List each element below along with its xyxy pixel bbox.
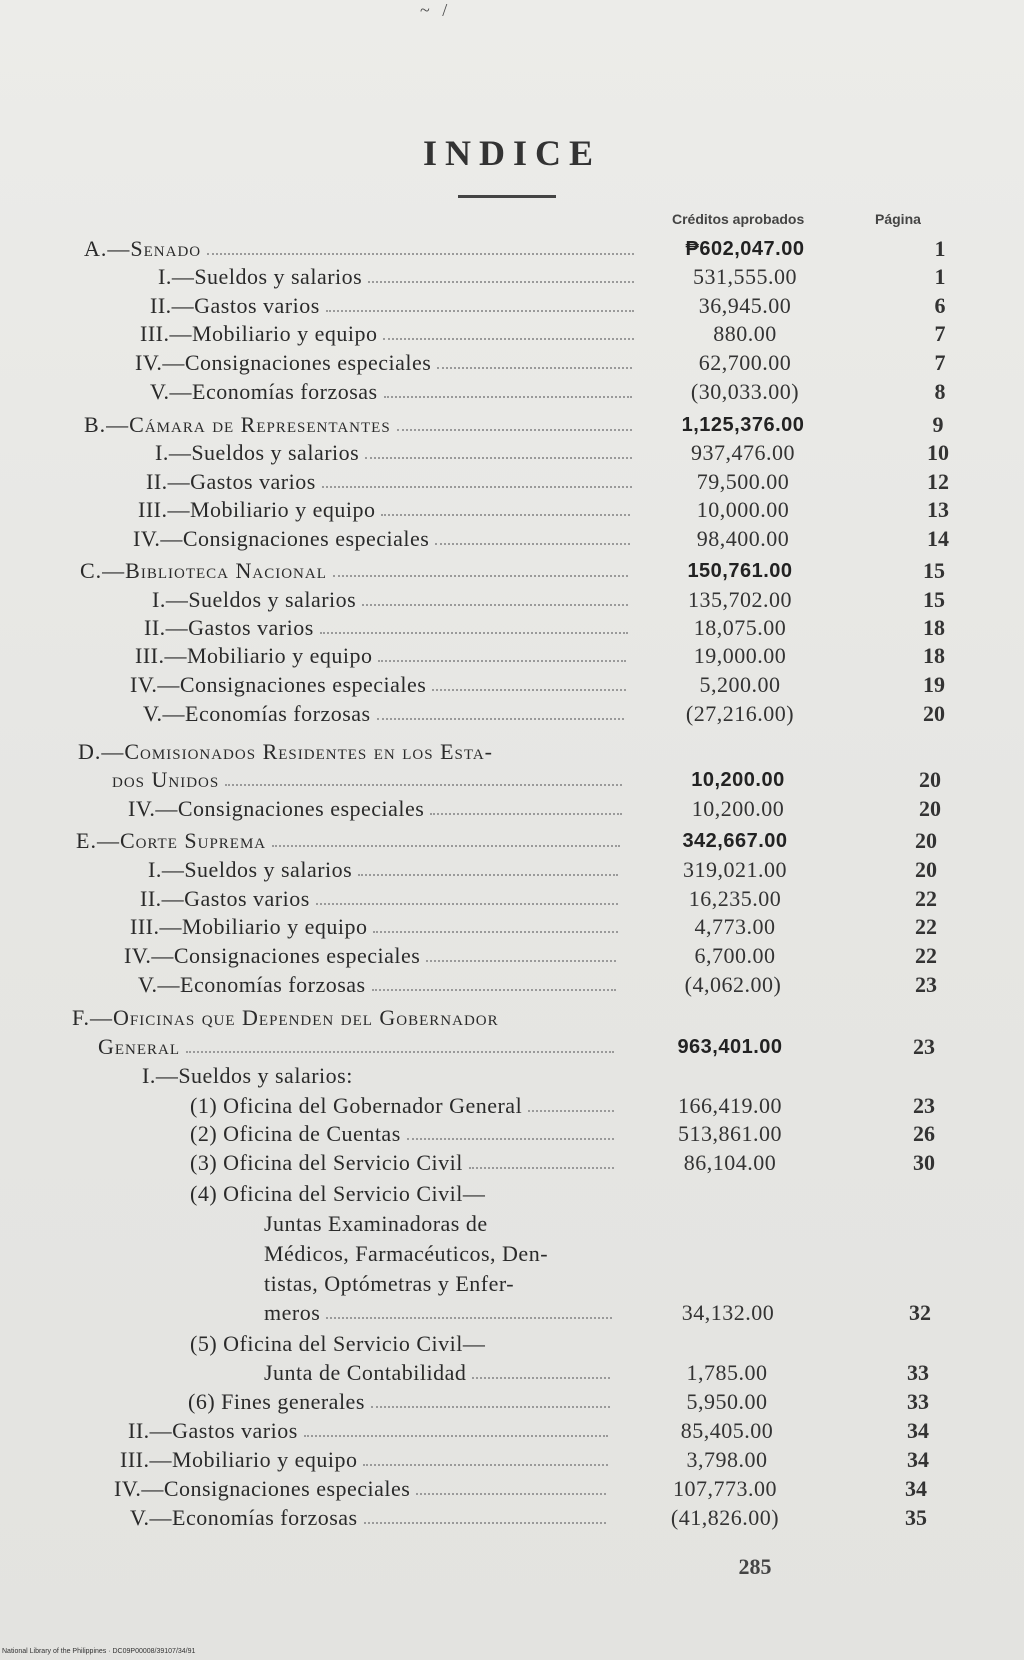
leader-dots bbox=[377, 718, 624, 720]
leader-dots bbox=[207, 253, 634, 255]
index-row bbox=[0, 1475, 1024, 1503]
entry-amount: 10,200.00 bbox=[691, 796, 785, 821]
entry-page: 15 bbox=[923, 587, 945, 612]
index-row bbox=[0, 1120, 1024, 1148]
index-row bbox=[0, 496, 1024, 524]
leader-dots bbox=[304, 1435, 608, 1437]
column-header-credits: Créditos aprobados bbox=[672, 211, 805, 227]
entry-amount: 319,021.00 bbox=[683, 857, 787, 882]
entry-page: 30 bbox=[913, 1150, 935, 1175]
entry-label: (4) Oficina del Servicio Civil— bbox=[190, 1181, 486, 1206]
entry-amount: 150,761.00 bbox=[687, 560, 793, 582]
entry-amount: 1,125,376.00 bbox=[681, 414, 805, 436]
entry-page: 12 bbox=[927, 469, 949, 494]
entry-amount: 10,200.00 bbox=[691, 769, 785, 791]
entry-label: II.—Gastos varios bbox=[144, 615, 314, 640]
index-row bbox=[0, 525, 1024, 553]
leader-dots bbox=[469, 1167, 614, 1169]
entry-label: Junta de Contabilidad bbox=[264, 1360, 467, 1385]
leader-dots bbox=[365, 457, 632, 459]
entry-page: 33 bbox=[907, 1389, 929, 1414]
leader-dots bbox=[326, 310, 634, 312]
index-row bbox=[0, 1180, 1024, 1208]
entry-page: 35 bbox=[905, 1505, 927, 1530]
entry-label: IV.—Consignaciones especiales bbox=[128, 796, 425, 821]
entry-label: D.—Comisionados Residentes en los Esta- bbox=[78, 739, 493, 764]
entry-page: 6 bbox=[934, 293, 946, 318]
entry-amount: 36,945.00 bbox=[698, 293, 792, 318]
entry-amount: 3,798.00 bbox=[686, 1447, 768, 1472]
entry-page: 13 bbox=[927, 497, 949, 522]
entry-page: 19 bbox=[923, 672, 945, 697]
entry-label: III.—Mobiliario y equipo bbox=[138, 497, 376, 522]
index-row bbox=[0, 971, 1024, 999]
entry-amount: 1,785.00 bbox=[686, 1360, 768, 1385]
index-row bbox=[0, 1299, 1024, 1327]
leader-dots bbox=[333, 575, 628, 577]
entry-amount: (27,216.00) bbox=[685, 701, 795, 726]
page-number: 285 bbox=[738, 1554, 772, 1579]
leader-dots bbox=[326, 1317, 612, 1319]
leader-dots bbox=[362, 604, 628, 606]
index-row bbox=[0, 885, 1024, 913]
entry-page: 15 bbox=[923, 558, 945, 583]
entry-label: II.—Gastos varios bbox=[128, 1418, 298, 1443]
entry-amount: 513,861.00 bbox=[678, 1121, 782, 1146]
column-header-pages: Página bbox=[875, 211, 921, 227]
entry-label: General bbox=[98, 1034, 181, 1059]
leader-dots bbox=[372, 989, 616, 991]
index-row bbox=[0, 1004, 1024, 1032]
entry-amount: 34,132.00 bbox=[681, 1300, 775, 1325]
index-row bbox=[0, 263, 1024, 291]
index-row bbox=[0, 557, 1024, 585]
entry-label: C.—Biblioteca Nacional bbox=[80, 558, 327, 583]
entry-page: 18 bbox=[923, 643, 945, 668]
entry-label: I.—Sueldos y salarios bbox=[152, 587, 357, 612]
entry-page: 23 bbox=[913, 1093, 935, 1118]
entry-page: 20 bbox=[919, 767, 941, 792]
index-row bbox=[0, 292, 1024, 320]
index-row bbox=[0, 700, 1024, 728]
leader-dots bbox=[381, 514, 630, 516]
entry-label: (5) Oficina del Servicio Civil— bbox=[190, 1331, 486, 1356]
entry-label: V.—Economías forzosas bbox=[143, 701, 371, 726]
index-row bbox=[0, 1062, 1024, 1090]
entry-label: (6) Fines generales bbox=[188, 1389, 365, 1414]
entry-amount: 19,000.00 bbox=[693, 643, 787, 668]
entry-label: III.—Mobiliario y equipo bbox=[120, 1447, 358, 1472]
entry-amount: 4,773.00 bbox=[694, 914, 776, 939]
entry-page: 1 bbox=[934, 264, 946, 289]
entry-page: 7 bbox=[934, 350, 946, 375]
index-row bbox=[0, 827, 1024, 855]
index-row bbox=[0, 795, 1024, 823]
entry-page: 23 bbox=[913, 1034, 935, 1059]
index-row bbox=[0, 1417, 1024, 1445]
leader-dots bbox=[272, 845, 620, 847]
leader-dots bbox=[320, 632, 628, 634]
entry-page: 26 bbox=[913, 1121, 935, 1146]
leader-dots bbox=[383, 338, 634, 340]
entry-amount: 18,075.00 bbox=[693, 615, 787, 640]
entry-label: III.—Mobiliario y equipo bbox=[135, 643, 373, 668]
entry-amount: 86,104.00 bbox=[683, 1150, 777, 1175]
entry-page: 34 bbox=[907, 1418, 929, 1443]
entry-amount: 107,773.00 bbox=[673, 1476, 777, 1501]
entry-label: Médicos, Farmacéuticos, Den- bbox=[264, 1241, 549, 1266]
entry-label: IV.—Consignaciones especiales bbox=[135, 350, 432, 375]
entry-label: dos Unidos bbox=[112, 767, 220, 792]
title-underline bbox=[458, 195, 556, 198]
entry-page: 22 bbox=[915, 914, 937, 939]
entry-page: 10 bbox=[927, 440, 949, 465]
leader-dots bbox=[472, 1377, 610, 1379]
entry-page: 22 bbox=[915, 943, 937, 968]
index-row bbox=[0, 942, 1024, 970]
entry-page: 7 bbox=[934, 321, 946, 346]
entry-page: 18 bbox=[923, 615, 945, 640]
index-row bbox=[0, 1092, 1024, 1120]
leader-dots bbox=[432, 689, 626, 691]
entry-amount: 135,702.00 bbox=[688, 587, 792, 612]
index-row bbox=[0, 671, 1024, 699]
entry-amount: 62,700.00 bbox=[698, 350, 792, 375]
entry-label: I.—Sueldos y salarios bbox=[155, 440, 360, 465]
leader-dots bbox=[407, 1138, 614, 1140]
entry-page: 9 bbox=[932, 412, 944, 437]
entry-label: B.—Cámara de Representantes bbox=[84, 412, 391, 437]
entry-label: IV.—Consignaciones especiales bbox=[130, 672, 427, 697]
entry-amount: (30,033.00) bbox=[690, 379, 800, 404]
index-row bbox=[0, 1240, 1024, 1268]
entry-label: I.—Sueldos y salarios bbox=[148, 857, 353, 882]
index-row bbox=[0, 642, 1024, 670]
index-row bbox=[0, 320, 1024, 348]
entry-amount: ₱602,047.00 bbox=[685, 238, 805, 260]
index-row bbox=[0, 1210, 1024, 1238]
entry-label: II.—Gastos varios bbox=[150, 293, 320, 318]
entry-page: 1 bbox=[934, 236, 946, 261]
leader-dots bbox=[358, 874, 618, 876]
entry-amount: 166,419.00 bbox=[678, 1093, 782, 1118]
leader-dots bbox=[371, 1406, 610, 1408]
entry-page: 14 bbox=[927, 526, 949, 551]
entry-label: V.—Economías forzosas bbox=[138, 972, 366, 997]
entry-label: E.—Corte Suprema bbox=[76, 828, 267, 853]
entry-amount: 963,401.00 bbox=[677, 1036, 783, 1058]
page-title: INDICE bbox=[422, 133, 602, 173]
index-row bbox=[0, 614, 1024, 642]
entry-amount: 10,000.00 bbox=[696, 497, 790, 522]
entry-page: 23 bbox=[915, 972, 937, 997]
leader-dots bbox=[363, 1464, 608, 1466]
entry-label: tistas, Optómetras y Enfer- bbox=[264, 1271, 515, 1296]
leader-dots bbox=[528, 1110, 614, 1112]
index-row bbox=[0, 1388, 1024, 1416]
entry-page: 33 bbox=[907, 1360, 929, 1385]
entry-label: IV.—Consignaciones especiales bbox=[124, 943, 421, 968]
entry-amount: 85,405.00 bbox=[680, 1418, 774, 1443]
entry-label: I.—Sueldos y salarios bbox=[158, 264, 363, 289]
entry-label: IV.—Consignaciones especiales bbox=[133, 526, 430, 551]
entry-page: 20 bbox=[923, 701, 945, 726]
entry-label: II.—Gastos varios bbox=[146, 469, 316, 494]
entry-amount: (41,826.00) bbox=[670, 1505, 780, 1530]
entry-page: 32 bbox=[909, 1300, 931, 1325]
index-row bbox=[0, 1504, 1024, 1532]
entry-label: III.—Mobiliario y equipo bbox=[140, 321, 378, 346]
index-row bbox=[0, 411, 1024, 439]
leader-dots bbox=[430, 813, 622, 815]
leader-dots bbox=[186, 1051, 614, 1053]
entry-label: (3) Oficina del Servicio Civil bbox=[190, 1150, 463, 1175]
entry-page: 34 bbox=[907, 1447, 929, 1472]
footer-credit: National Library of the Philippines · DC09P00008/39107/34/91 bbox=[2, 1648, 196, 1655]
index-row bbox=[0, 1446, 1024, 1474]
leader-dots bbox=[435, 543, 630, 545]
entry-label: V.—Economías forzosas bbox=[150, 379, 378, 404]
entry-amount: 98,400.00 bbox=[696, 526, 790, 551]
index-row bbox=[0, 439, 1024, 467]
entry-label: A.—Senado bbox=[84, 236, 202, 261]
entry-amount: 79,500.00 bbox=[696, 469, 790, 494]
entry-amount: (4,062.00) bbox=[684, 972, 782, 997]
index-row bbox=[0, 766, 1024, 794]
leader-dots bbox=[416, 1493, 606, 1495]
entry-label: meros bbox=[264, 1300, 321, 1325]
entry-page: 34 bbox=[905, 1476, 927, 1501]
index-row bbox=[0, 1033, 1024, 1061]
entry-label: (2) Oficina de Cuentas bbox=[190, 1121, 401, 1146]
leader-dots bbox=[397, 429, 632, 431]
entry-amount: 6,700.00 bbox=[694, 943, 776, 968]
leader-dots bbox=[364, 1522, 606, 1524]
leader-dots bbox=[322, 486, 632, 488]
entry-page: 8 bbox=[934, 379, 946, 404]
index-row bbox=[0, 738, 1024, 766]
index-row bbox=[0, 586, 1024, 614]
leader-dots bbox=[316, 903, 618, 905]
entry-label: Juntas Examinadoras de bbox=[264, 1211, 488, 1236]
index-row bbox=[0, 1330, 1024, 1358]
entry-amount: 531,555.00 bbox=[693, 264, 797, 289]
entry-label: (1) Oficina del Gobernador General bbox=[190, 1093, 523, 1118]
top-handwritten-mark: ~ / bbox=[420, 0, 452, 20]
entry-label: V.—Economías forzosas bbox=[130, 1505, 358, 1530]
entry-amount: 16,235.00 bbox=[688, 886, 782, 911]
leader-dots bbox=[225, 784, 622, 786]
entry-label: IV.—Consignaciones especiales bbox=[114, 1476, 411, 1501]
leader-dots bbox=[437, 367, 632, 369]
entry-amount: 880.00 bbox=[713, 321, 777, 346]
leader-dots bbox=[378, 660, 626, 662]
entry-page: 22 bbox=[915, 886, 937, 911]
index-row bbox=[0, 1270, 1024, 1298]
entry-label: I.—Sueldos y salarios: bbox=[142, 1063, 353, 1088]
entry-page: 20 bbox=[915, 857, 937, 882]
leader-dots bbox=[384, 396, 632, 398]
index-row bbox=[0, 468, 1024, 496]
entry-amount: 5,950.00 bbox=[686, 1389, 768, 1414]
index-row bbox=[0, 1149, 1024, 1177]
entry-label: F.—Oficinas que Dependen del Gobernador bbox=[72, 1005, 499, 1030]
entry-label: III.—Mobiliario y equipo bbox=[130, 914, 368, 939]
leader-dots bbox=[368, 281, 634, 283]
leader-dots bbox=[373, 931, 618, 933]
index-row bbox=[0, 378, 1024, 406]
entry-amount: 342,667.00 bbox=[682, 830, 788, 852]
index-row bbox=[0, 1359, 1024, 1387]
entry-label: II.—Gastos varios bbox=[140, 886, 310, 911]
index-row bbox=[0, 913, 1024, 941]
entry-page: 20 bbox=[919, 796, 941, 821]
entry-amount: 5,200.00 bbox=[699, 672, 781, 697]
entry-amount: 937,476.00 bbox=[691, 440, 795, 465]
index-row bbox=[0, 349, 1024, 377]
index-row bbox=[0, 856, 1024, 884]
index-row bbox=[0, 235, 1024, 263]
leader-dots bbox=[426, 960, 616, 962]
entry-page: 20 bbox=[915, 828, 937, 853]
